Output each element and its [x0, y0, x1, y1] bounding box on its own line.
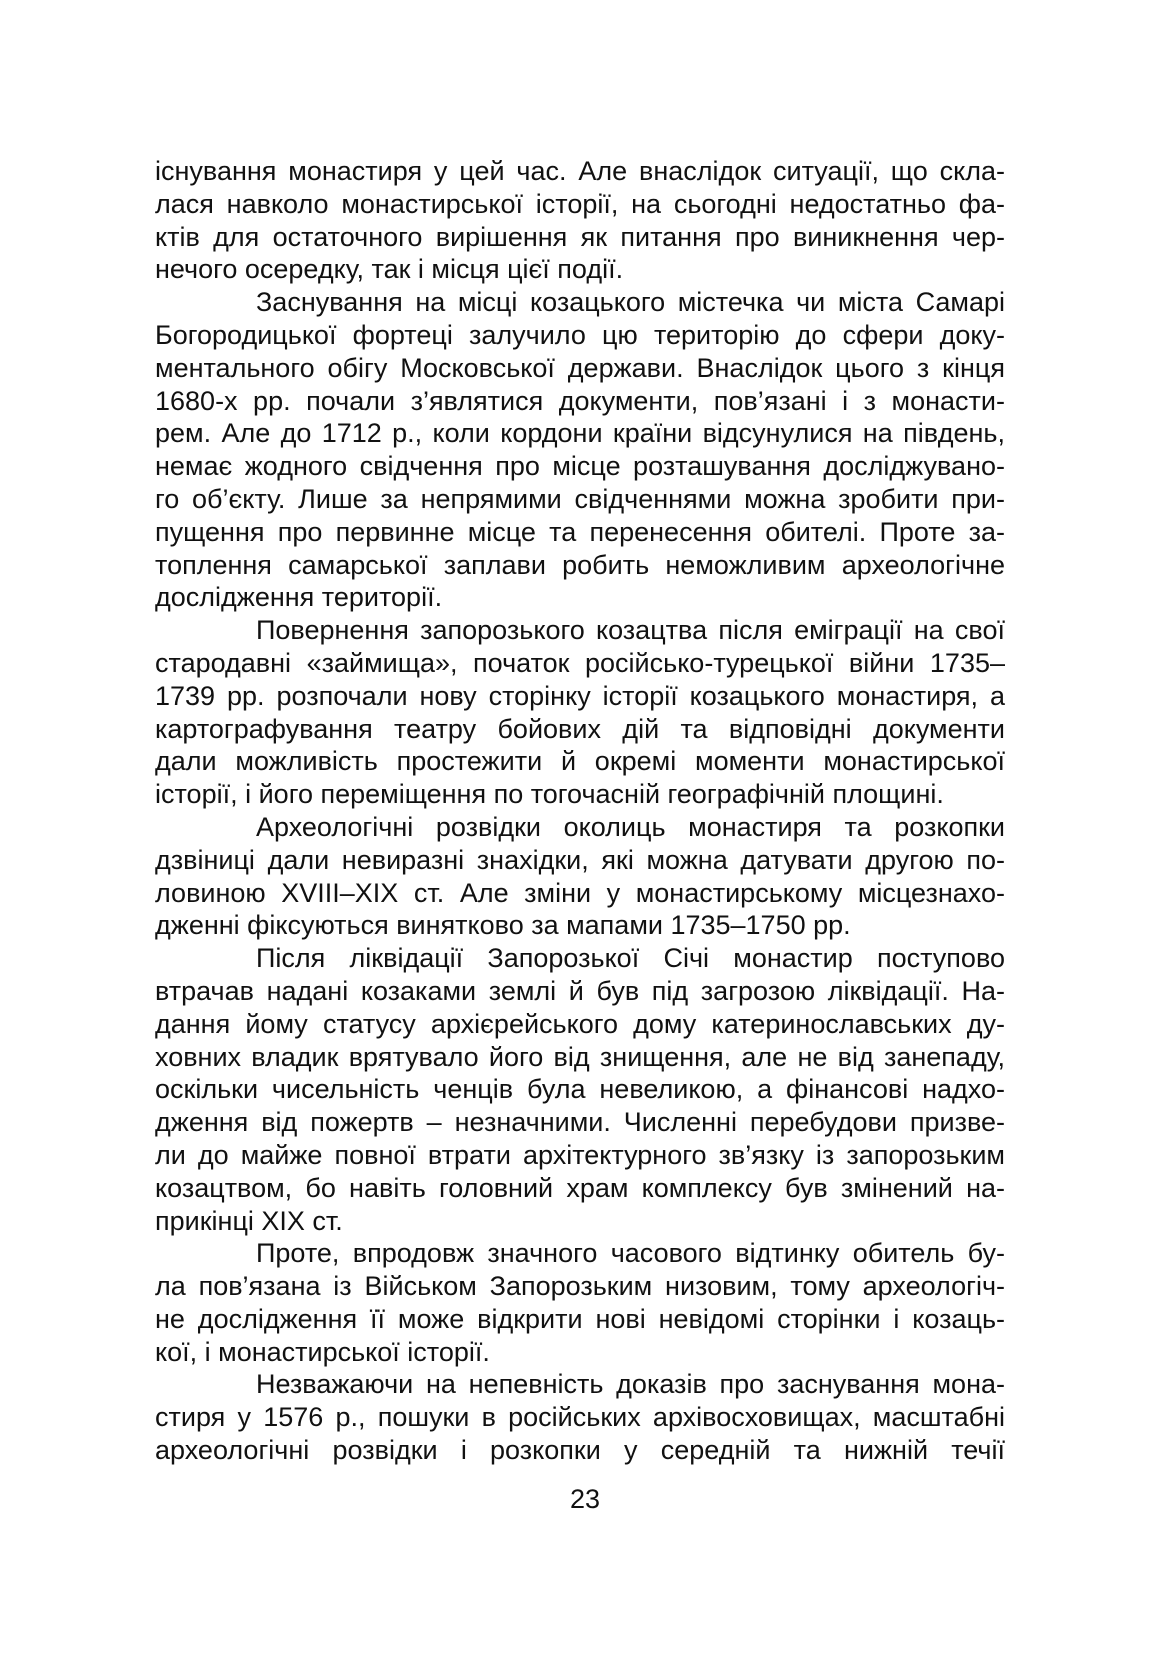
text-line: рем. Але до 1712 р., коли кордони країни відсунулися на південь,: [155, 418, 1005, 449]
paragraph: [155, 1237, 1005, 1368]
body-text: [155, 155, 1005, 1467]
text-line: козацтвом, бо навіть головний храм комплексу був змінений на-: [155, 1172, 1005, 1203]
paragraph: [155, 1368, 1005, 1466]
text-line: Богородицької фортеці залучило цю територію до сфери доку-: [155, 319, 1005, 350]
paragraph: [155, 614, 1005, 811]
text-line: існування монастиря у цей час. Але внаслідок ситуації, що скла-: [155, 156, 1005, 186]
text-line: Заснування на місці козацького містечка чи міста Самарі: [256, 287, 1005, 318]
text-line: ховних владик врятувало його від знищення, але не від занепаду,: [155, 1041, 1005, 1072]
text-line: кої, і монастирської історії.: [155, 1336, 490, 1367]
text-line: стародавні «займища», початок російсько-турецької війни 1735–: [155, 647, 1005, 678]
text-line: дженні фіксуються винятково за мапами 1735–1750 рр.: [155, 910, 851, 941]
text-line: стиря у 1576 р., пошуки в російських архівосховищах, масштабні: [155, 1402, 1005, 1433]
text-line: історії, і його переміщення по тогочасній географічній площині.: [155, 779, 944, 810]
paragraph: [155, 811, 1005, 942]
text-line: археологічні розвідки і розкопки у середній та нижній течії: [155, 1435, 1005, 1466]
text-line: немає жодного свідчення про місце розташування досліджувано-: [155, 451, 1005, 482]
text-line: Після ліквідації Запорозької Січі монастир поступово: [256, 943, 1005, 974]
text-line: дзвіниці дали невиразні знахідки, які можна датувати другою по-: [155, 844, 1005, 875]
text-line: дання йому статусу архієрейського дому катеринославських ду-: [155, 1008, 1005, 1039]
text-line: Проте, впродовж значного часового відтинку обитель бу-: [256, 1238, 1005, 1269]
text-line: дження від пожертв – незначними. Численні перебудови призве-: [155, 1107, 1005, 1138]
text-line: го об’єкту. Лише за непрямими свідченнями можна зробити при-: [155, 483, 1005, 514]
text-line: ловиною XVIII–XIX ст. Але зміни у монастирському місцезнахо-: [155, 877, 1005, 908]
text-line: 1680-х рр. почали з’являтися документи, пов’язані і з монасти-: [155, 385, 1005, 416]
text-line: нечого осередку, так і місця цієї події.: [155, 254, 624, 285]
text-line: 1739 рр. розпочали нову сторінку історії козацького монастиря, а: [155, 680, 1005, 711]
page-number: 23: [569, 1484, 601, 1514]
text-line: топлення самарської заплави робить неможливим археологічне: [155, 549, 1005, 580]
text-line: ли до майже повної втрати архітектурного зв’язку із запорозьким: [155, 1139, 1005, 1170]
text-line: Повернення запорозького козацтва після еміграції на свої: [256, 615, 1005, 646]
text-line: Незважаючи на непевність доказів про заснування мона-: [256, 1369, 1005, 1400]
text-line: ментального обігу Московської держави. Внаслідок цього з кінця: [155, 352, 1005, 383]
text-line: пущення про первинне місце та перенесення обителі. Проте за-: [155, 516, 1005, 547]
text-line: картографування театру бойових дій та відповідні документи: [155, 713, 1005, 744]
paragraph: [155, 942, 1005, 1237]
text-line: не дослідження її може відкрити нові невідомі сторінки і козаць-: [155, 1303, 1005, 1334]
text-line: втрачав надані козаками землі й був під загрозою ліквідації. На-: [155, 975, 1005, 1006]
text-line: лася навколо монастирської історії, на сьогодні недостатньо фа-: [155, 188, 1005, 219]
text-line: ктів для остаточного вирішення як питання про виникнення чер-: [155, 221, 1005, 252]
text-line: ла пов’язана із Військом Запорозьким низовим, тому археологіч-: [155, 1271, 1005, 1302]
text-line: Археологічні розвідки околиць монастиря та розкопки: [256, 811, 1005, 842]
text-line: дослідження території.: [155, 582, 443, 613]
text-line: прикінці XIX ст.: [155, 1205, 343, 1236]
paragraph: [155, 286, 1005, 614]
text-line: оскільки чисельність ченців була невеликою, а фінансові надхо-: [155, 1074, 1005, 1105]
text-line: дали можливість простежити й окремі моменти монастирської: [155, 746, 1005, 777]
paragraph: [155, 155, 1005, 286]
